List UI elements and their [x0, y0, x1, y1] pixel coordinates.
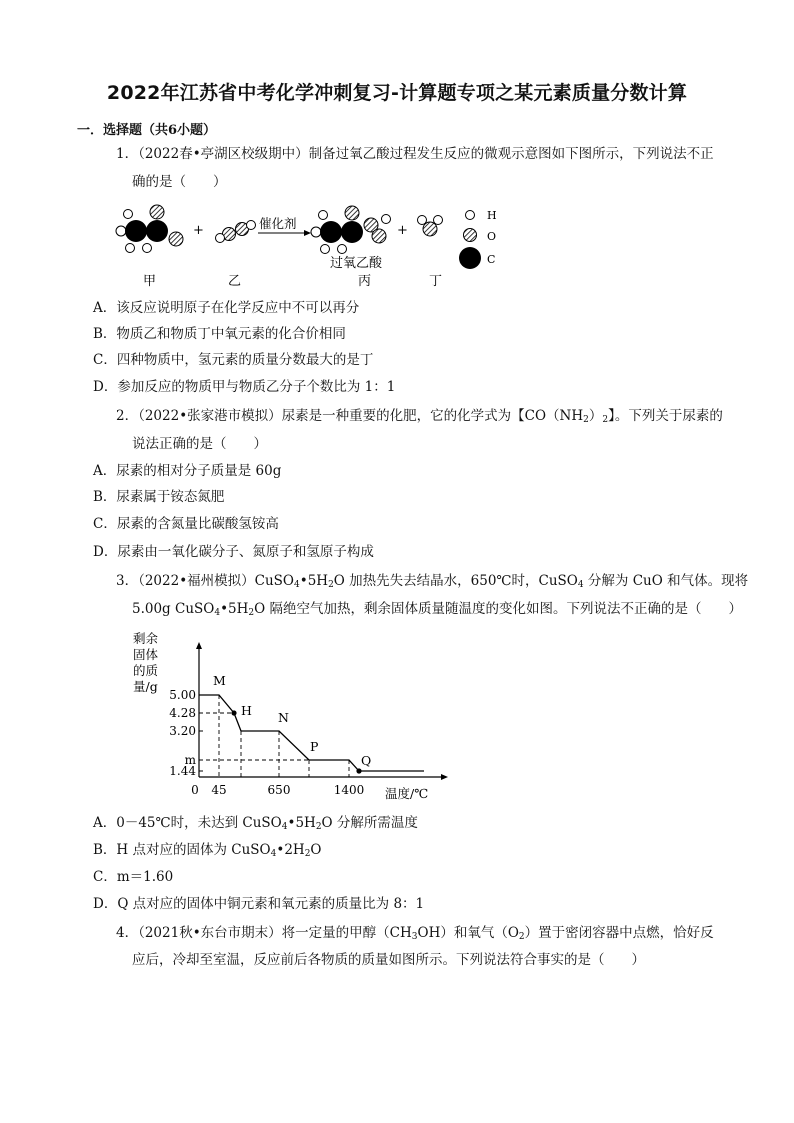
reaction-diagram — [0, 196, 794, 296]
q2-option-b: B．尿素属于铵态氮肥 — [93, 489, 225, 505]
legend-o: O — [487, 230, 497, 243]
q2-option-d: D．尿素由一氧化碳分子、氮原子和氢原子构成 — [93, 544, 374, 560]
molecule-bing — [311, 206, 391, 254]
q1-stem-line1: 1．（2022春•亭湖区校级期中）制备过氧乙酸过程发生反应的微观示意图如下图所示，下列说法不正 — [116, 146, 714, 162]
q3-stem-line2: 5.00g $CuSO_4•5H_2O$ 隔绝空气加热，剩余固体质量随温度的变化如图。下列说法不正确的是（ ） — [132, 601, 742, 618]
q1-option-c: C．四种物质中，氢元素的质量分数最大的是丁 — [93, 352, 374, 368]
point-label-n: N — [278, 710, 289, 725]
y-tick-label: 3.20 — [169, 724, 196, 738]
oxygen-atom-icon — [464, 229, 477, 242]
q2-stem-line2: 说法正确的是（ ） — [132, 436, 267, 452]
plus-sign-1: + — [193, 223, 204, 238]
legend-c: C — [487, 253, 496, 266]
legend-h: H — [487, 209, 497, 222]
q4-stem-line2: 应后，冷却至室温，反应前后各物质的质量如图所示。下列说法符合事实的是（ ） — [132, 952, 645, 968]
q3-option-c: C．m＝1.60 — [93, 869, 174, 885]
q3-stem-line1: 3．（2022•福州模拟）$CuSO_4•5H_2O$ 加热先失去结晶水，650℃时，CuSO$_4$ 分解为 CuO 和气体。现将 — [116, 573, 749, 590]
x-axis-label: 温度/℃ — [385, 786, 429, 801]
molecule-yi — [216, 221, 256, 243]
q3-option-d: D．Q 点对应的固体中铜元素和氧元素的质量比为 8：1 — [93, 896, 425, 912]
x-tick-label: 1400 — [333, 783, 365, 797]
page-title: 2022年江苏省中考化学冲刺复习-计算题专项之某元素质量分数计算 — [106, 82, 688, 104]
y-axis-label: 固体 — [133, 647, 159, 662]
q4-stem-line1: 4．（2021秋•东台市期末）将一定量的甲醇$(CH_3OH)$和氧气$(O_2)$置于密闭容器中点燃，恰好反 — [116, 925, 714, 942]
x-tick-label: 0 — [191, 783, 199, 797]
mass-temperature-chart — [0, 625, 794, 805]
y-axis-label: 的质 — [133, 663, 159, 678]
point-label-m: M — [213, 673, 226, 688]
y-axis-label: 量/g — [133, 679, 158, 694]
molecule-jia — [116, 205, 183, 253]
section-heading: 一．选择题（共6小题） — [77, 123, 217, 138]
point-label-q: Q — [361, 753, 372, 768]
point-label-h: H — [241, 703, 252, 718]
q1-stem-line2: 确的是（ ） — [132, 174, 227, 190]
y-tick-label: 1.44 — [169, 764, 196, 778]
point-q — [356, 768, 361, 773]
q3-option-b: B．H 点对应的固体为 $CuSO_4•2H_2O$ — [93, 842, 322, 859]
plus-sign-2: + — [397, 223, 408, 238]
q2-stem-line1: 2．（2022•张家港市模拟）尿素是一种重要的化肥，它的化学式为【$CO(NH_2)_2$】。下列关于尿素的 — [116, 408, 723, 425]
y-tick-label: m — [184, 753, 196, 767]
q2-option-a: A．尿素的相对分子质量是 60g — [93, 463, 282, 479]
y-axis-label: 剩余 — [133, 631, 159, 646]
label-ding: 丁 — [429, 274, 443, 289]
q1-option-b: B．物质乙和物质丁中氧元素的化合价相同 — [93, 326, 346, 342]
y-tick-label: 4.28 — [169, 706, 196, 720]
point-label-p: P — [310, 739, 319, 754]
x-tick-label: 650 — [267, 783, 291, 797]
atom-legend — [459, 209, 497, 269]
point-h — [231, 710, 236, 715]
x-axis-arrow-icon — [441, 774, 448, 780]
label-yi: 乙 — [228, 274, 242, 289]
q2-option-c: C．尿素的含氮量比碳酸氢铵高 — [93, 516, 279, 532]
product-name: 过氧乙酸 — [330, 256, 383, 271]
molecule-ding — [418, 216, 443, 237]
y-tick-label: 5.00 — [169, 688, 196, 702]
arrow-head-icon — [304, 230, 311, 236]
x-tick-label: 45 — [211, 783, 227, 797]
label-jia: 甲 — [143, 274, 157, 289]
q1-option-d: D．参加反应的物质甲与物质乙分子个数比为 1：1 — [93, 379, 396, 395]
label-bing: 丙 — [358, 274, 372, 289]
y-axis-arrow-icon — [196, 642, 202, 649]
mass-curve — [199, 695, 424, 771]
carbon-atom-icon — [459, 247, 481, 269]
q3-option-a: A．0－45℃时，未达到 $CuSO_4•5H_2O$ 分解所需温度 — [93, 815, 418, 832]
catalyst-label: 催化剂 — [259, 216, 297, 231]
hydrogen-atom-icon — [466, 211, 475, 220]
q1-option-a: A．该反应说明原子在化学反应中不可以再分 — [93, 300, 360, 316]
